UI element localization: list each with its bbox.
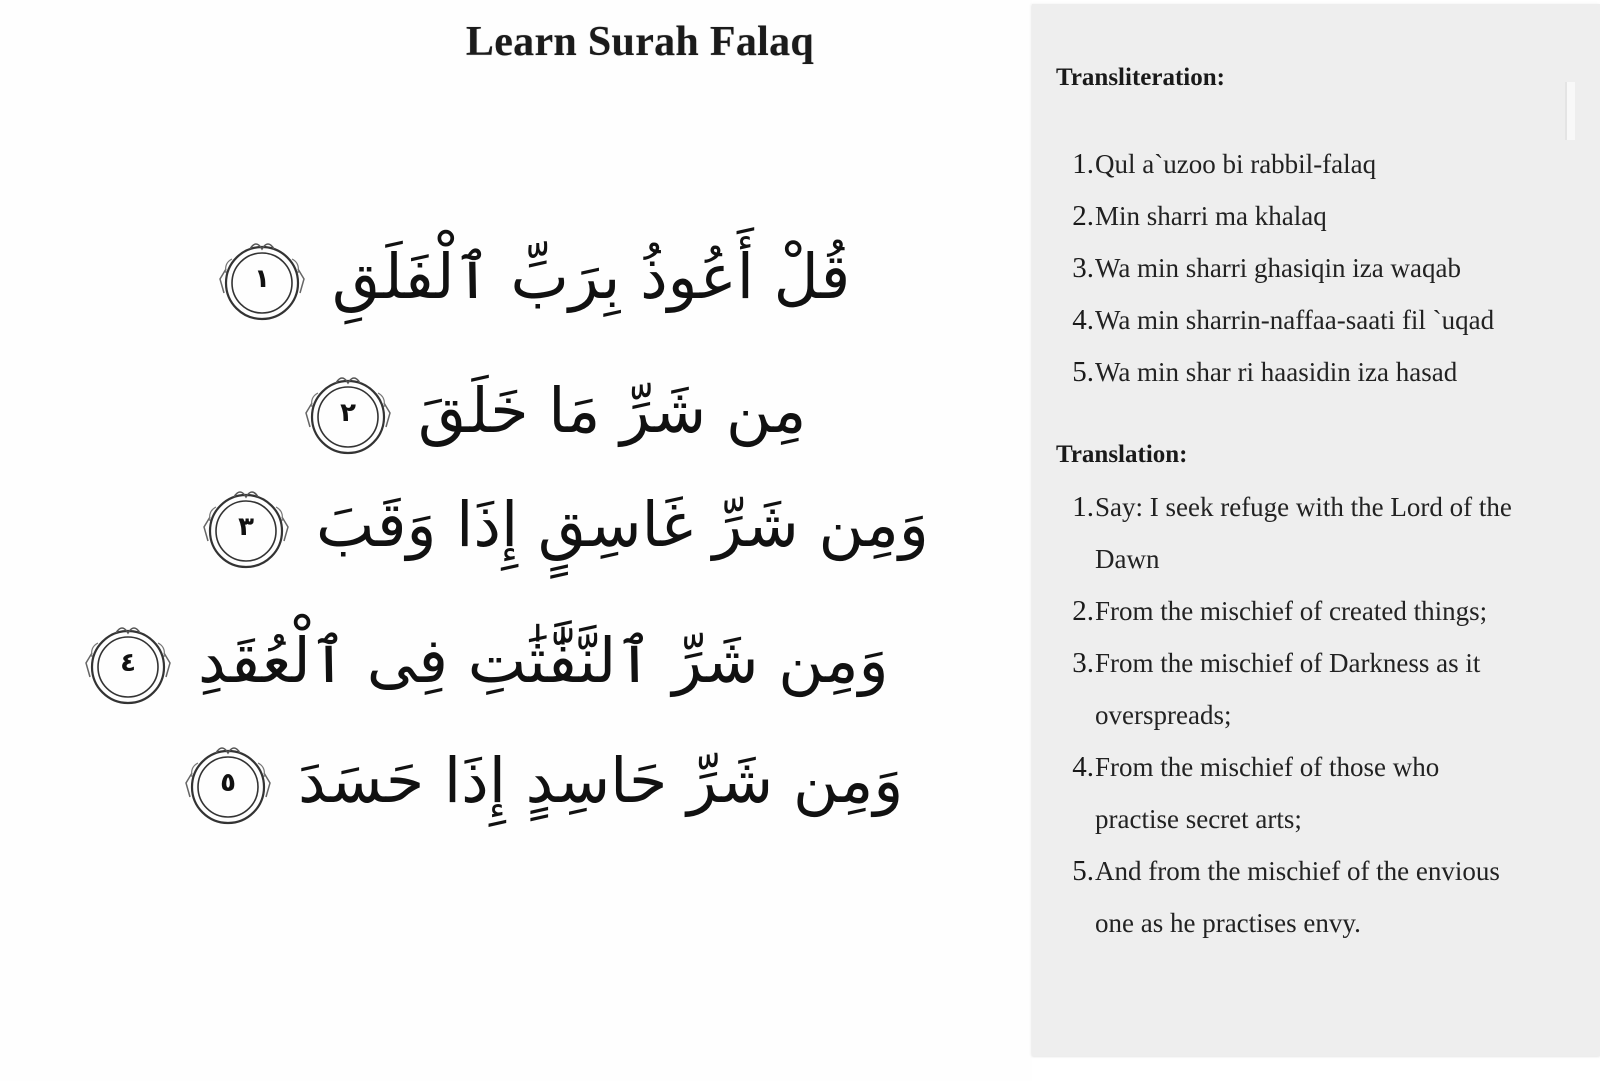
list-item xyxy=(1056,585,1586,637)
item-line: one as he practises envy. xyxy=(1095,908,1361,938)
list-item xyxy=(1056,190,1586,242)
arabic-verse-5 xyxy=(180,726,903,836)
item-text xyxy=(1095,741,1586,845)
translation-panel xyxy=(1032,4,1600,1056)
item-number: 5. xyxy=(1072,356,1094,388)
item-line: And from the mischief of the envious xyxy=(1095,856,1500,886)
item-line: practise secret arts; xyxy=(1095,804,1302,834)
item-line: Say: I seek refuge with the Lord of the xyxy=(1095,492,1512,522)
verse-number: ١ xyxy=(254,264,270,294)
item-number: 2. xyxy=(1072,595,1094,627)
list-item xyxy=(1056,481,1586,585)
verse-number: ٥ xyxy=(220,768,236,798)
verse-marker-icon xyxy=(80,613,176,709)
verse-marker-icon xyxy=(300,363,396,459)
verse-text: وَمِن شَرِّ غَاسِقٍ إِذَا وَقَبَ xyxy=(316,488,929,561)
item-number: 3. xyxy=(1072,252,1094,284)
item-text: Min sharri ma khalaq xyxy=(1095,201,1327,231)
page-title: Learn Surah Falaq xyxy=(465,19,815,65)
verse-text: وَمِن شَرِّ حَاسِدٍ إِذَا حَسَدَ xyxy=(298,744,904,817)
item-line: From the mischief of those who xyxy=(1095,752,1440,782)
list-item xyxy=(1056,294,1586,346)
item-number: 4. xyxy=(1072,751,1094,783)
item-number: 1. xyxy=(1072,148,1094,180)
verse-marker-icon xyxy=(180,733,276,829)
transliteration-list xyxy=(1056,138,1586,398)
verse-marker-icon xyxy=(214,229,310,325)
verse-number: ٣ xyxy=(238,512,254,542)
item-number: 2. xyxy=(1072,200,1094,232)
item-text xyxy=(1095,845,1586,949)
item-number: 5. xyxy=(1072,855,1094,887)
item-text: Wa min shar ri haasidin iza hasad xyxy=(1095,357,1458,387)
panel-edge-decoration xyxy=(1565,82,1575,140)
item-text: Wa min sharri ghasiqin iza waqab xyxy=(1095,253,1461,283)
item-text xyxy=(1095,585,1586,637)
list-item xyxy=(1056,346,1586,398)
item-line: overspreads; xyxy=(1095,700,1232,730)
list-item xyxy=(1056,741,1586,845)
verse-marker-icon xyxy=(198,477,294,573)
arabic-verse-1 xyxy=(214,222,850,332)
list-item xyxy=(1056,845,1586,949)
verse-number: ٤ xyxy=(120,648,136,678)
list-item xyxy=(1056,242,1586,294)
item-text xyxy=(1095,481,1586,585)
item-line: From the mischief of created things; xyxy=(1095,596,1488,626)
verse-number: ٢ xyxy=(340,398,356,428)
item-text: Qul a`uzoo bi rabbil-falaq xyxy=(1095,149,1377,179)
verse-text: وَمِن شَرِّ ٱلنَّفَّٰثَٰتِ فِى ٱلْعُقَدِ xyxy=(198,624,889,697)
transliteration-heading: Transliteration: xyxy=(1056,64,1225,91)
item-number: 3. xyxy=(1072,647,1094,679)
item-line: Dawn xyxy=(1095,544,1160,574)
item-line: From the mischief of Darkness as it xyxy=(1095,648,1481,678)
item-text xyxy=(1095,637,1586,741)
item-text: Wa min sharrin-naffaa-saati fil `uqad xyxy=(1095,305,1495,335)
list-item xyxy=(1056,637,1586,741)
list-item xyxy=(1056,138,1586,190)
translation-heading: Translation: xyxy=(1056,441,1188,468)
arabic-verse-3 xyxy=(198,470,929,580)
item-number: 4. xyxy=(1072,304,1094,336)
arabic-verse-4 xyxy=(80,606,889,716)
verse-text: قُلْ أَعُوذُ بِرَبِّ ٱلْفَلَقِ xyxy=(332,240,851,313)
arabic-verse-2 xyxy=(300,356,806,466)
item-number: 1. xyxy=(1072,491,1094,523)
verse-text: مِن شَرِّ مَا خَلَقَ xyxy=(418,374,807,447)
translation-list xyxy=(1056,481,1586,949)
